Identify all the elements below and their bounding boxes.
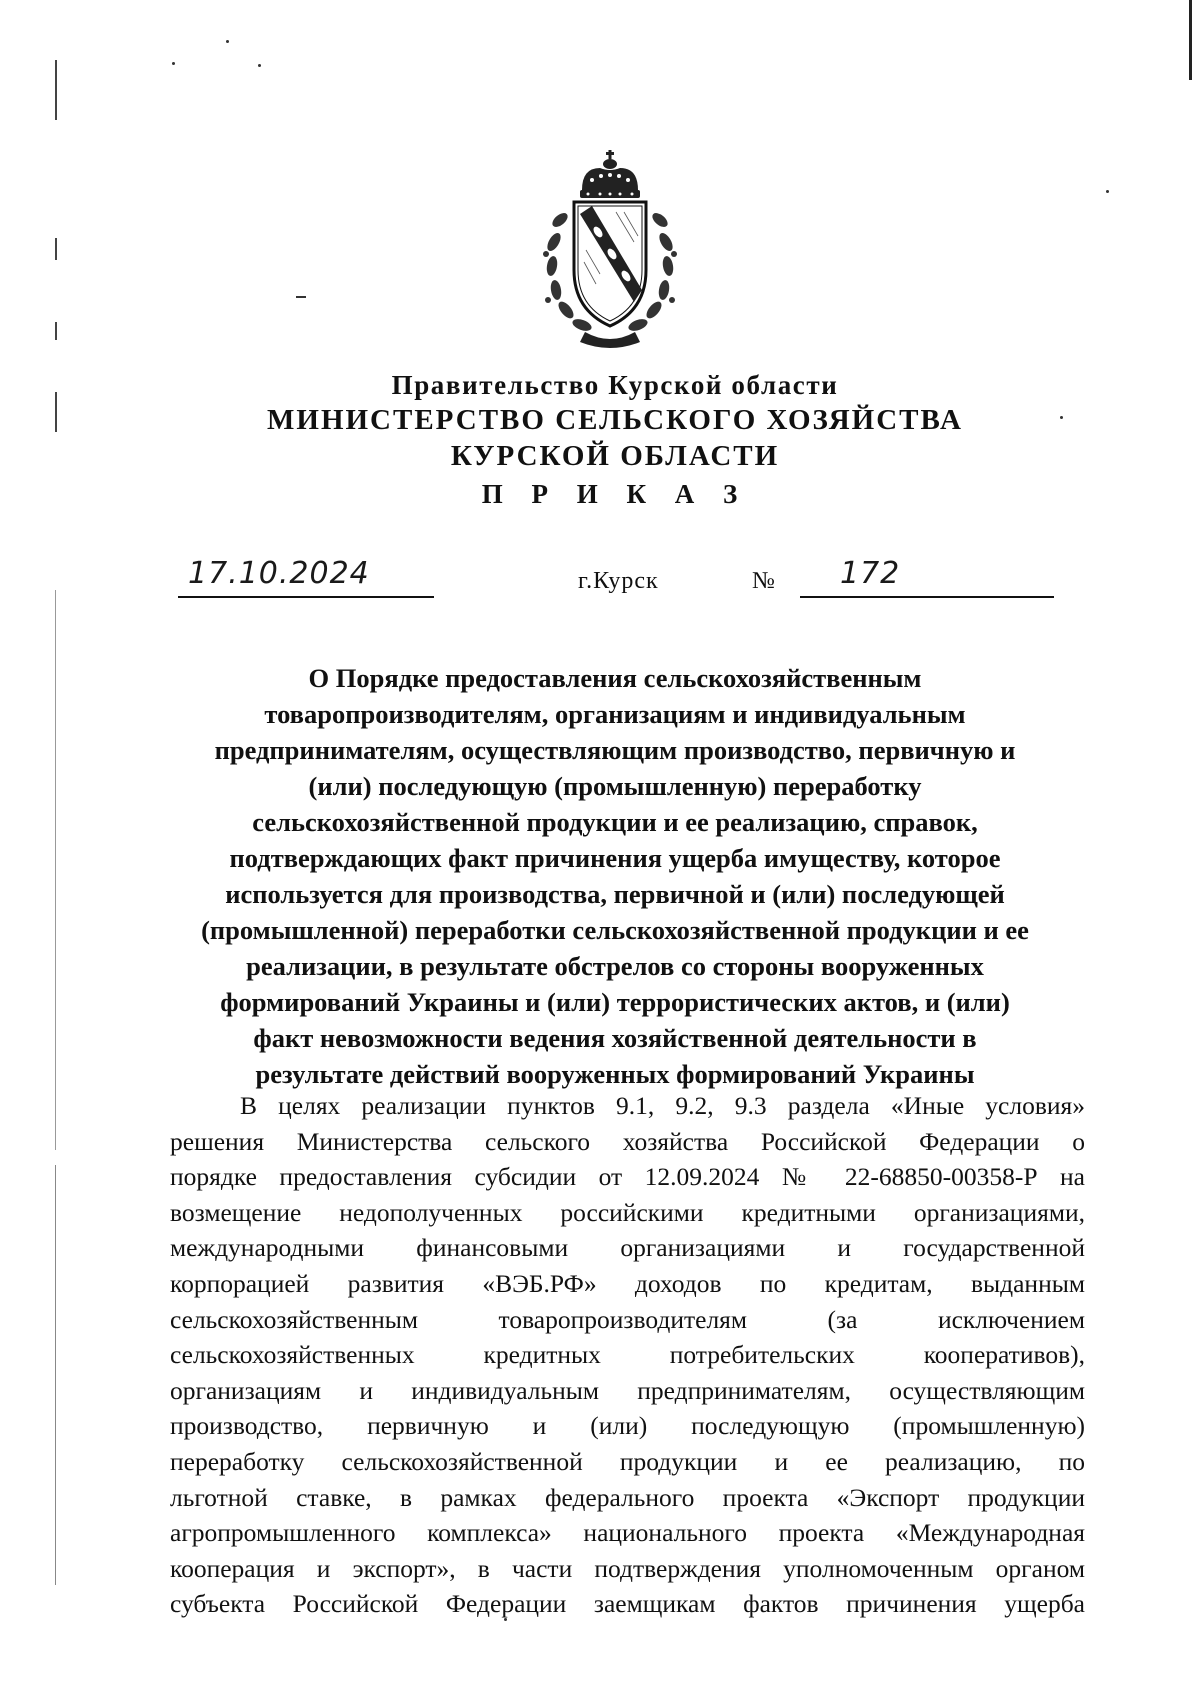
body-line: организациям и индивидуальным предпринимателям, осуществляющим [170, 1375, 1085, 1405]
title-line: факт невозможности ведения хозяйственной деятельности в [253, 1023, 977, 1053]
scan-speck [1106, 190, 1109, 193]
scan-speck [172, 62, 175, 65]
ministry-name-line2: КУРСКОЙ ОБЛАСТИ [450, 440, 780, 472]
document-header [150, 368, 1080, 514]
body-paragraph [170, 1088, 1085, 1622]
scan-margin-mark [55, 1165, 56, 1585]
scan-speck [258, 64, 261, 67]
scan-margin-mark [55, 60, 57, 120]
title-line: используется для производства, первичной и (или) последующей [225, 879, 1005, 909]
scan-margin-mark [55, 238, 57, 260]
body-line: решения Министерства сельского хозяйства Российской Федерации о [170, 1126, 1085, 1156]
scan-margin-mark [55, 590, 56, 1150]
number-field [800, 556, 1054, 598]
scan-speck [226, 40, 229, 43]
title-line: сельскохозяйственной продукции и ее реализацию, справок, [252, 807, 978, 837]
number-sign: № [752, 568, 775, 594]
document-type: П Р И К А З [481, 479, 749, 509]
title-line: подтверждающих факт причинения ущерба имуществу, которое [229, 843, 1001, 873]
title-line: товаропроизводителям, организациям и индивидуальным [264, 699, 966, 729]
body-line: агропромышленного комплекса» национального проекта «Международная [170, 1518, 1085, 1548]
scan-speck [296, 296, 306, 298]
body-line: производство, первичную и (или) последующую (промышленную) [170, 1411, 1085, 1441]
scan-edge-line [1189, 0, 1192, 80]
document-city: г.Курск [578, 568, 659, 594]
body-line: корпорацией развития «ВЭБ.РФ» доходов по кредитам, выданным [170, 1268, 1085, 1298]
title-line: (или) последующую (промышленную) переработку [308, 771, 922, 801]
scan-margin-mark [55, 392, 57, 432]
body-line: льготной ставке, в рамках федерального проекта «Экспорт продукции [170, 1482, 1085, 1512]
body-line: кооперация и экспорт», в части подтверждения уполномоченным органом [170, 1553, 1085, 1583]
body-line: порядке предоставления субсидии от 12.09.2024 № 22-68850-00358-Р на [170, 1162, 1085, 1192]
document-date: 17.10.2024 [188, 556, 370, 591]
document-number: 172 [840, 556, 901, 591]
body-line: международными финансовыми организациями и государственной [170, 1233, 1085, 1263]
coat-of-arms-icon [530, 150, 690, 350]
date-field [178, 556, 434, 598]
title-line: формирований Украины и (или) террористических актов, и (или) [220, 987, 1010, 1017]
document-meta-row [0, 556, 1200, 602]
ministry-name-line1: МИНИСТЕРСТВО СЕЛЬСКОГО ХОЗЯЙСТВА [267, 404, 963, 436]
title-line: (промышленной) переработки сельскохозяйственной продукции и ее [201, 915, 1029, 945]
title-line: результате действий вооруженных формирований Украины [255, 1059, 975, 1089]
body-line: сельскохозяйственных кредитных потребительских кооперативов), [170, 1340, 1085, 1370]
document-title [150, 660, 1080, 1092]
body-line: возмещение недополученных российскими кредитными организациями, [170, 1197, 1085, 1227]
title-line: реализации, в результате обстрелов со стороны вооруженных [246, 951, 984, 981]
title-line: О Порядке предоставления сельскохозяйственным [308, 663, 922, 693]
body-line: субъекта Российской Федерации заемщикам фактов причинения ущерба [170, 1589, 1085, 1619]
scan-margin-mark [55, 322, 57, 340]
government-name: Правительство Курской области [391, 370, 839, 400]
body-line: В целях реализации пунктов 9.1, 9.2, 9.3 раздела «Иные условия» [240, 1091, 1085, 1120]
body-line: сельскохозяйственным товаропроизводителям (за исключением [170, 1304, 1085, 1334]
title-line: предпринимателям, осуществляющим производство, первичную и [214, 735, 1016, 765]
body-line: переработку сельскохозяйственной продукции и ее реализацию, по [170, 1446, 1085, 1476]
